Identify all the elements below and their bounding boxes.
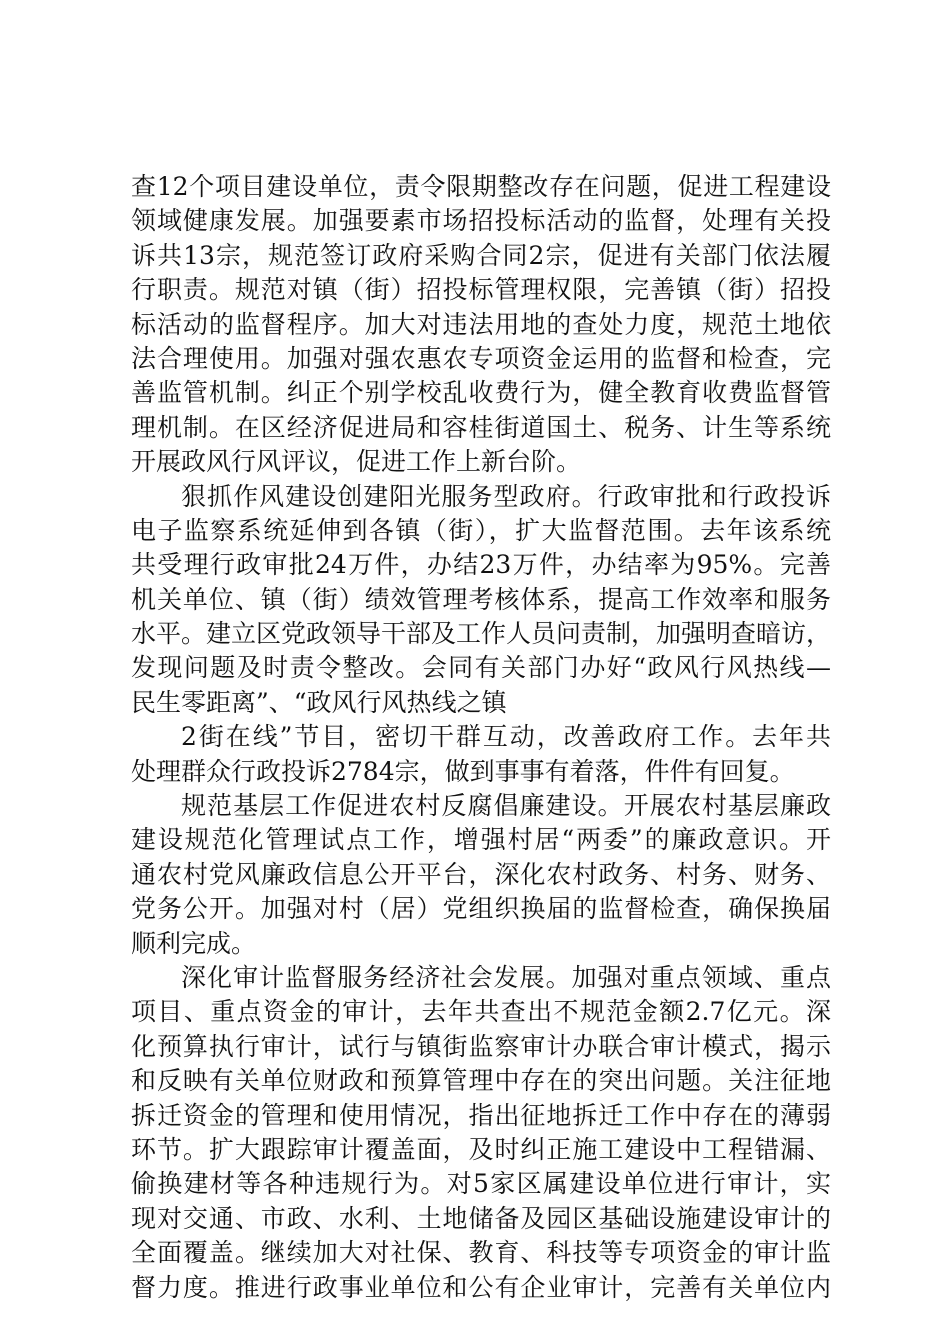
text-line: 诉共13宗，规范签订政府采购合同2宗，促进有关部门依法履 [131,240,831,270]
text-line: 理机制。在区经济促进局和容桂街道国土、税务、计生等系统 [131,412,831,442]
text-line: 化预算执行审计，试行与镇街监察审计办联合审计模式，揭示 [131,1031,831,1061]
text-line: 督力度。推进行政事业单位和公有企业审计，完善有关单位内 [131,1272,831,1302]
paragraph [131,480,831,721]
text-line: 善监管机制。纠正个别学校乱收费行为，健全教育收费监督管 [131,378,831,408]
text-line: 项目、重点资金的审计，去年共查出不规范金额2.7亿元。深 [131,997,831,1027]
text-line: 建设规范化管理试点工作，增强村居“两委”的廉政意识。开 [131,825,831,855]
text-line: 深化审计监督服务经济社会发展。加强对重点领域、重点 [181,962,831,992]
text-line: 狠抓作风建设创建阳光服务型政府。行政审批和行政投诉 [181,481,831,511]
text-line: 处理群众行政投诉2784宗，做到事事有着落，件件有回复。 [131,756,795,786]
text-line: 环节。扩大跟踪审计覆盖面，及时纠正施工建设中工程错漏、 [131,1134,831,1164]
text-line: 行职责。规范对镇（街）招投标管理权限，完善镇（街）招投 [131,275,831,305]
body-text [131,170,831,1305]
text-line: 机关单位、镇（街）绩效管理考核体系，提高工作效率和服务 [131,584,831,614]
text-line: 顺利完成。 [131,928,257,958]
text-line: 民生零距离”、“政风行风热线之镇 [131,687,507,717]
text-line: 领域健康发展。加强要素市场招投标活动的监督，处理有关投 [131,206,831,236]
text-line: 标活动的监督程序。加大对违法用地的查处力度，规范土地依 [131,309,831,339]
paragraph [131,720,831,789]
text-line: 查12个项目建设单位，责令限期整改存在问题，促进工程建设 [131,172,831,201]
text-line: 现对交通、市政、水利、土地储备及园区基础设施建设审计的 [131,1203,831,1233]
text-line: 全面覆盖。继续加大对社保、教育、科技等专项资金的审计监 [131,1238,831,1268]
text-line: 发现问题及时责令整改。会同有关部门办好“政风行风热线— [131,653,831,683]
text-line: 2街在线”节目，密切干群互动，改善政府工作。去年共 [181,722,831,752]
text-line: 共受理行政审批24万件，办结23万件，办结率为95%。完善 [131,550,831,580]
text-line: 规范基层工作促进农村反腐倡廉建设。开展农村基层廉政 [181,791,831,821]
text-line: 和反映有关单位财政和预算管理中存在的突出问题。关注征地 [131,1066,831,1096]
text-line: 电子监察系统延伸到各镇（街），扩大监督范围。去年该系统 [131,515,831,545]
paragraph [131,961,831,1305]
text-line: 开展政风行风评议，促进工作上新台阶。 [131,447,582,477]
text-line: 通农村党风廉政信息公开平台，深化农村政务、村务、财务、 [131,859,831,889]
text-line: 偷换建材等各种违规行为。对5家区属建设单位进行审计，实 [131,1169,831,1199]
paragraph [131,170,831,480]
text-line: 党务公开。加强对村（居）党组织换届的监督检查，确保换届 [131,894,831,924]
text-line: 水平。建立区党政领导干部及工作人员问责制，加强明查暗访， [131,619,832,649]
paragraph [131,789,831,961]
text-line: 法合理使用。加强对强农惠农专项资金运用的监督和检查，完 [131,343,831,373]
text-line: 拆迁资金的管理和使用情况，指出征地拆迁工作中存在的薄弱 [131,1100,831,1130]
